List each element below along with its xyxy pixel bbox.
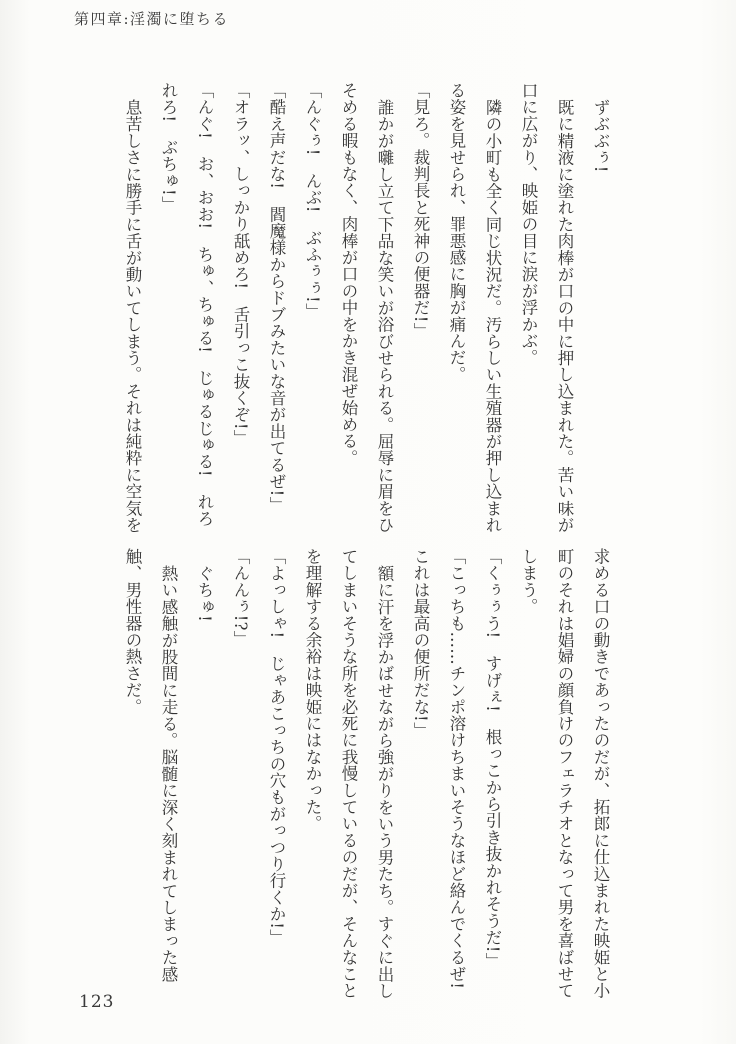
sfx-line: ずぶぶぅ! bbox=[591, 98, 610, 173]
narrative-line: 誰かが囃し立て下品な笑いが浴びせられる。屈辱に眉をひそめる暇もなく、肉棒が口の中をかき混ぜ始める。 bbox=[339, 82, 394, 533]
dialogue-line: 「見ろ。裁判長と死神の便器だ!」 bbox=[411, 82, 430, 340]
dialogue-line: 「よっしゃ! じゃあこっちの穴もがっつり行くか!」 bbox=[267, 548, 286, 946]
chapter-header: 第四章:淫濁に堕ちる bbox=[74, 10, 230, 28]
sfx-line: ぐちゅ! bbox=[195, 564, 214, 622]
narrative-line: 熱い感触が股間に走る。脳髄に深く刻まれてしまった感触、男性器の熱さだ。 bbox=[123, 548, 178, 982]
dialogue-line: 「くぅぅう! すげぇ! 根っこから引き抜かれそうだ!」 bbox=[483, 548, 502, 970]
dialogue-line: 「酷え声だな! 閻魔様からドブみたいな音が出てるぜ!」 bbox=[267, 82, 286, 514]
dialogue-line: 「んぐぅ! んぶ! ぶふぅぅ!」 bbox=[303, 82, 322, 320]
bottom-text-block bbox=[114, 548, 618, 1000]
top-text-block bbox=[114, 82, 618, 534]
narrative-line: 既に精液に塗れた肉棒が口の中に押し込まれた。苦い味が口に広がり、映姫の目に涙が浮かぶ。 bbox=[519, 82, 574, 533]
narrative-line: 息苦しさに勝手に舌が動いてしまう。それは純粋に空気を bbox=[123, 98, 142, 533]
dialogue-line: 「こっちも……チンポ溶けちまいそうなほど絡んでくるぜ!これは最高の便所だな!」 bbox=[411, 548, 466, 990]
dialogue-line: 「んんぅ!?」 bbox=[231, 548, 250, 648]
narrative-line: 隣の小町も全く同じ状況だ。汚らしい生殖器が押し込まれる姿を見せられ、罪悪感に胸が痛んだ。 bbox=[447, 82, 502, 533]
dialogue-line: 「んぐ! お、おお! ちゅ、ちゅる! じゅるじゅる! れろれろ! ぶちゅ!」 bbox=[159, 82, 214, 527]
dialogue-line: 「オラッ、しっかり舐めろ! 舌引っこ抜くぞ!」 bbox=[231, 82, 250, 447]
page-number: 123 bbox=[79, 992, 115, 1012]
narrative-line: 額に汗を浮かばせながら強がりをいう男たち。すぐに出してしまいそうな所を必死に我慢しているのだが、そんなことを理解する余裕は映姫にはなかった。 bbox=[303, 548, 394, 999]
narrative-line: 求める口の動きであったのだが、拓郎に仕込まれた映姫と小町のそれは娼婦の顔負けのフェラチオとなって男を喜ばせてしまう。 bbox=[519, 548, 610, 999]
